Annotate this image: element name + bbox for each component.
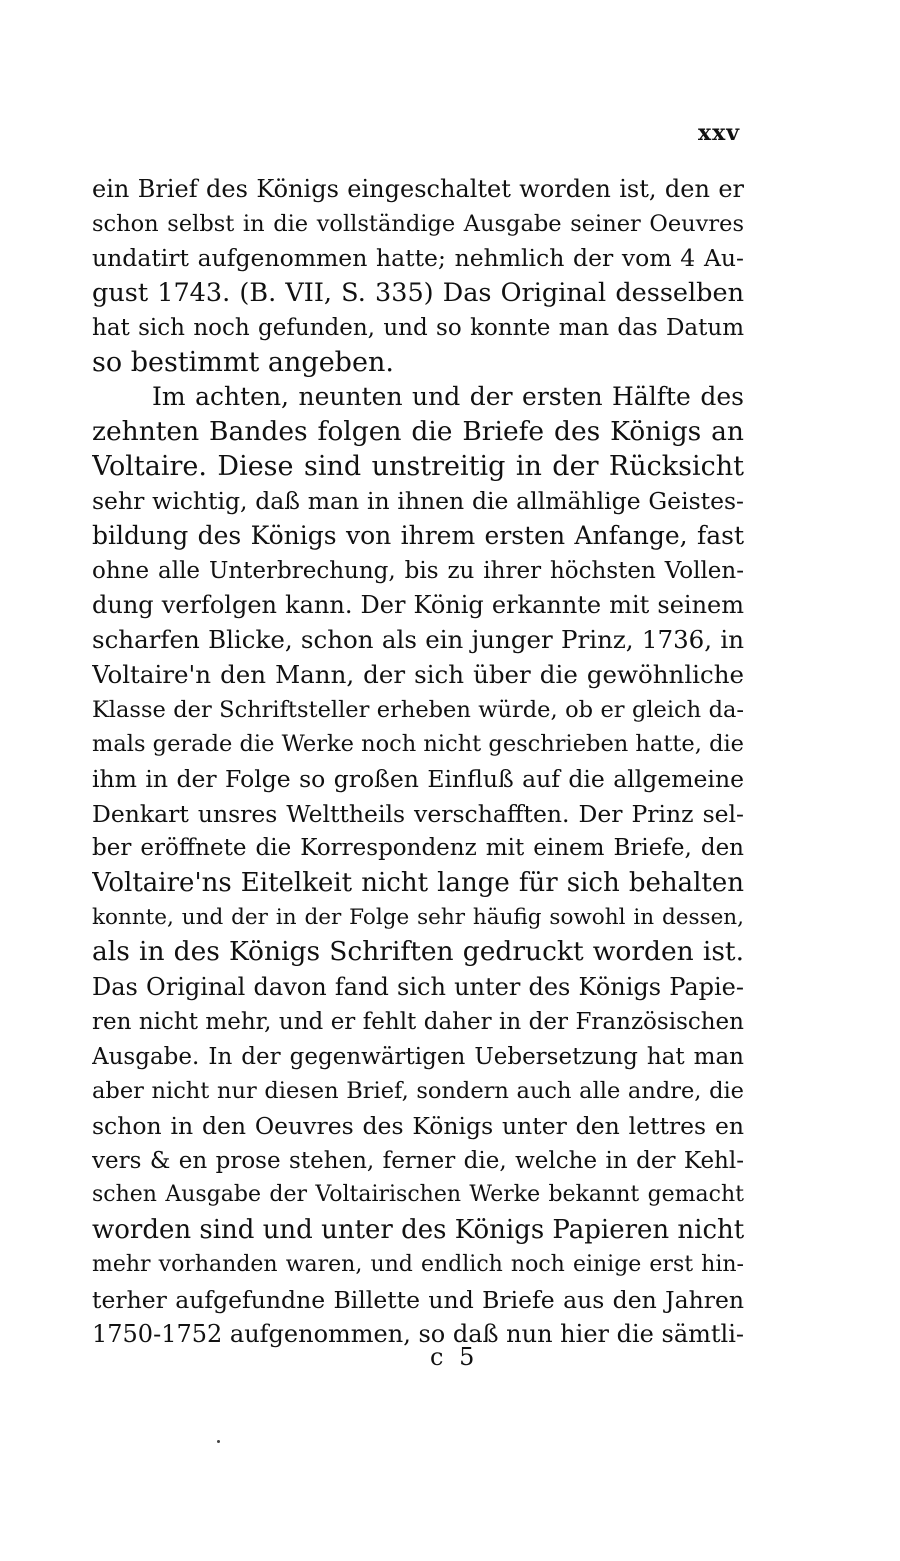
- text-line: worden sind und unter des Königs Papieren nicht: [92, 1215, 744, 1246]
- text-line: konnte, und der in der Folge sehr häufig sowohl in dessen,: [92, 904, 744, 930]
- text-line: mals gerade die Werke noch nicht geschrieben hatte, die: [92, 731, 744, 758]
- text-line: Voltaire'ns Eitelkeit nicht lange für sich behalten: [92, 868, 744, 899]
- text-line: schon selbst in die vollständige Ausgabe seiner Oeuvres: [92, 210, 744, 237]
- paragraph-2: [92, 380, 744, 1352]
- text-line: ihm in der Folge so großen Einfluß auf die allgemeine: [92, 764, 744, 793]
- text-line: Im achten, neunten und der ersten Hälfte des: [152, 382, 744, 412]
- text-line: zehnten Bandes folgen die Briefe des Königs an: [92, 415, 744, 447]
- text-line: dung verfolgen kann. Der König erkannte mit seinem: [92, 591, 744, 620]
- text-line: ohne alle Unterbrechung, bis zu ihrer höchsten Vollen-: [92, 557, 744, 584]
- text-line: Das Original davon fand sich unter des Königs Papie-: [92, 973, 744, 1002]
- text-line: ein Brief des Königs eingeschaltet worden ist, den er: [92, 175, 744, 203]
- text-line: bildung des Königs von ihrem ersten Anfange, fast: [92, 521, 744, 551]
- text-line: Denkart unsres Welttheils verschafften. Der Prinz sel-: [92, 799, 744, 828]
- text-line: Ausgabe. In der gegenwärtigen Uebersetzung hat man: [92, 1043, 744, 1070]
- text-line: Voltaire. Diese sind unstreitig in der Rücksicht: [92, 450, 744, 482]
- text-line: sehr wichtig, daß man in ihnen die allmählige Geistes-: [92, 487, 744, 516]
- text-line: undatirt aufgenommen hatte; nehmlich der vom 4 Au-: [92, 244, 744, 273]
- text-line: aber nicht nur diesen Brief, sondern auch alle andre, die: [92, 1078, 744, 1105]
- text-line: schon in den Oeuvres des Königs unter den lettres en: [92, 1111, 744, 1140]
- body-text: [92, 172, 744, 1352]
- text-line: hat sich noch gefunden, und so konnte man das Datum: [92, 314, 744, 341]
- text-line: ren nicht mehr, und er fehlt daher in der Französischen: [92, 1008, 744, 1035]
- text-line: scharfen Blicke, schon als ein junger Prinz, 1736, in: [92, 625, 744, 655]
- text-line: schen Ausgabe der Voltairischen Werke bekannt gemacht: [92, 1182, 744, 1208]
- text-line: ber eröffnete die Korrespondenz mit einem Briefe, den: [92, 835, 744, 862]
- text-line: 1750-1752 aufgenommen, so daß nun hier die sämtli-: [92, 1320, 744, 1349]
- text-line: gust 1743. (B. VII, S. 335) Das Original desselben: [92, 278, 744, 309]
- signature-mark: c 5: [430, 1343, 479, 1371]
- paragraph-1: [92, 172, 744, 380]
- text-line: als in des Königs Schriften gedruckt worden ist.: [92, 936, 744, 968]
- text-line: Klasse der Schriftsteller erheben würde, ob er gleich da-: [92, 696, 744, 723]
- page-number: xxv: [697, 120, 740, 146]
- text-line: vers & en prose stehen, ferner die, welche in der Kehl-: [92, 1147, 744, 1174]
- text-line: mehr vorhanden waren, und endlich noch einige erst hin-: [92, 1251, 744, 1277]
- text-line: so bestimmt angeben.: [92, 346, 394, 378]
- text-line: Voltaire'n den Mann, der sich über die gewöhnliche: [92, 659, 744, 689]
- paper-speck: [217, 1440, 220, 1443]
- text-line: terher aufgefundne Billette und Briefe aus den Jahren: [92, 1285, 744, 1314]
